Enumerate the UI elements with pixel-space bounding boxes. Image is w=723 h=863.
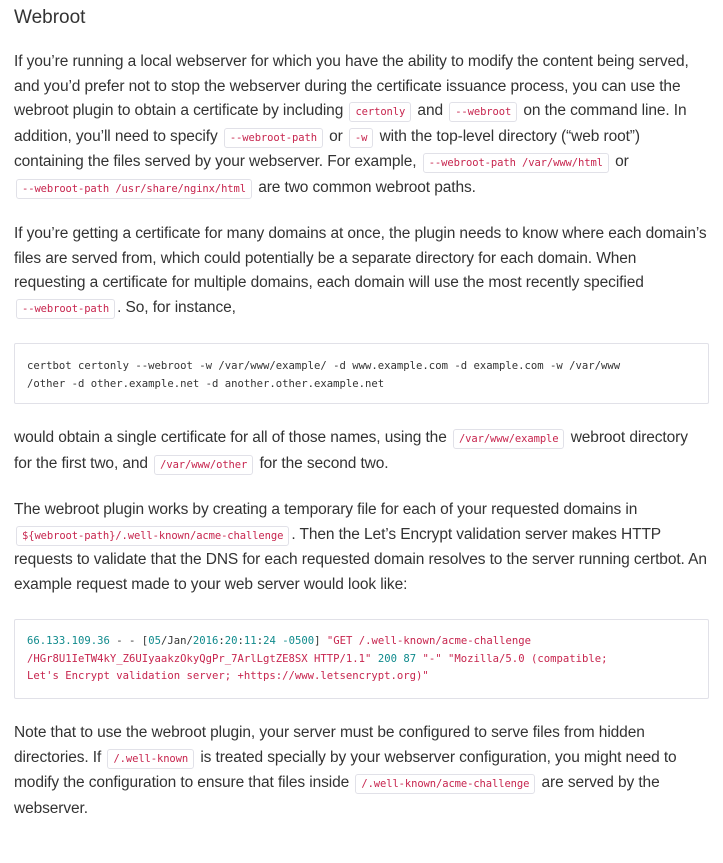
inline-code: --webroot-path (224, 128, 323, 148)
text: webroot directory for the first two, and (14, 429, 688, 472)
log-status: 200 (377, 652, 397, 665)
text: on the command line. In addition, you’ll need to specify (14, 102, 687, 145)
log-ip: 66.133.109.36 (27, 635, 110, 647)
inline-code: ${webroot-path}/.well-known/acme-challenge (16, 526, 289, 546)
text: or (324, 127, 347, 145)
text: and (413, 102, 448, 119)
log-text: - - [ (109, 635, 149, 647)
text: If you’re getting a certificate for many domains at once, the plugin needs to know where each domain’s files are served from, which could potentially be a separate directory for each domain. When requesting a certificate for multiple domains, each domain will use the most recently specified (14, 225, 707, 291)
text: . So, for instance, (117, 298, 236, 316)
inline-code: /var/www/example (453, 429, 565, 449)
paragraph-how-it-works (14, 498, 709, 597)
inline-code: /.well-known (107, 749, 194, 769)
log-size: 87 (403, 652, 417, 665)
text: or (610, 153, 629, 170)
paragraph-note (14, 721, 709, 821)
section-heading: Webroot (14, 7, 86, 28)
log-request: "GET /.well-known/acme-challenge (326, 635, 531, 647)
log-user-agent: "Mozilla/5.0 (compatible; (448, 652, 608, 665)
text: with the top-level directory (“web root”) containing the files served by your webserver. For example, (14, 127, 640, 170)
inline-code: --webroot (449, 102, 517, 122)
text: is treated specially by your webserver configuration, you might need to modify the configuration to ensure that files inside (14, 748, 677, 791)
text: for the second two. (255, 454, 389, 472)
code-block-certbot-command (14, 343, 709, 404)
code-line (27, 651, 696, 669)
code-block-access-log (14, 619, 709, 699)
log-request: /HGr8U1IeTW4kY_Z6UIyaakzOkyQgPr_7ArlLgtZE8SX HTTP/1.1" (27, 652, 372, 665)
inline-code: /var/www/other (154, 455, 253, 475)
log-hour: 20 (224, 635, 238, 647)
text: Note that to use the webroot plugin, your server must be configured to serve files from hidden directories. If (14, 724, 645, 766)
log-day: 05 (148, 635, 161, 647)
text: The webroot plugin works by creating a temporary file for each of your requested domains in (14, 501, 638, 518)
log-year: 2016 (192, 635, 219, 647)
code-line: /other -d other.example.net -d another.other.example.net (27, 377, 385, 390)
log-minute: 11 (243, 635, 257, 647)
text: . Then the Let’s Encrypt validation server makes HTTP requests to validate that the DNS for each requested domain resolves to the server running certbot. An example request made to your web server would look like: (14, 525, 707, 593)
code-line: certbot certonly --webroot -w /var/www/example/ -d www.example.com -d example.com -w /var/www (27, 360, 621, 372)
inline-code: --webroot-path /usr/share/nginx/html (16, 179, 252, 199)
log-referrer: "-" (422, 652, 442, 665)
code-line (27, 633, 696, 651)
text: are two common webroot paths. (253, 178, 476, 196)
inline-code: /.well-known/acme-challenge (355, 774, 535, 794)
text: are served by the webserver. (14, 774, 660, 817)
inline-code: --webroot-path (16, 299, 115, 319)
paragraph-intro (14, 50, 709, 201)
paragraph-multiple-domains (14, 222, 709, 321)
log-second: 24 (263, 635, 276, 647)
log-text: /Jan/ (160, 635, 193, 647)
inline-code: --webroot-path /var/www/html (423, 153, 609, 173)
log-text: : (256, 635, 264, 647)
inline-code: certonly (349, 102, 411, 122)
code-line (27, 668, 696, 686)
inline-code: -w (349, 128, 373, 148)
log-user-agent: Let's Encrypt validation server; +https://www.letsencrypt.org)" (27, 670, 429, 682)
log-timezone: -0500 (282, 635, 315, 647)
log-text: : (237, 635, 244, 647)
log-text: : (218, 635, 225, 647)
text: would obtain a single certificate for all of those names, using the (14, 429, 451, 446)
paragraph-result (14, 426, 709, 477)
log-text: ] (314, 635, 327, 647)
text: If you’re running a local webserver for which you have the ability to modify the content being served, and you’d prefer not to stop the webserver during the certificate issuance process, you can use the webroot plugin to obtain a certificate by including (14, 53, 689, 119)
